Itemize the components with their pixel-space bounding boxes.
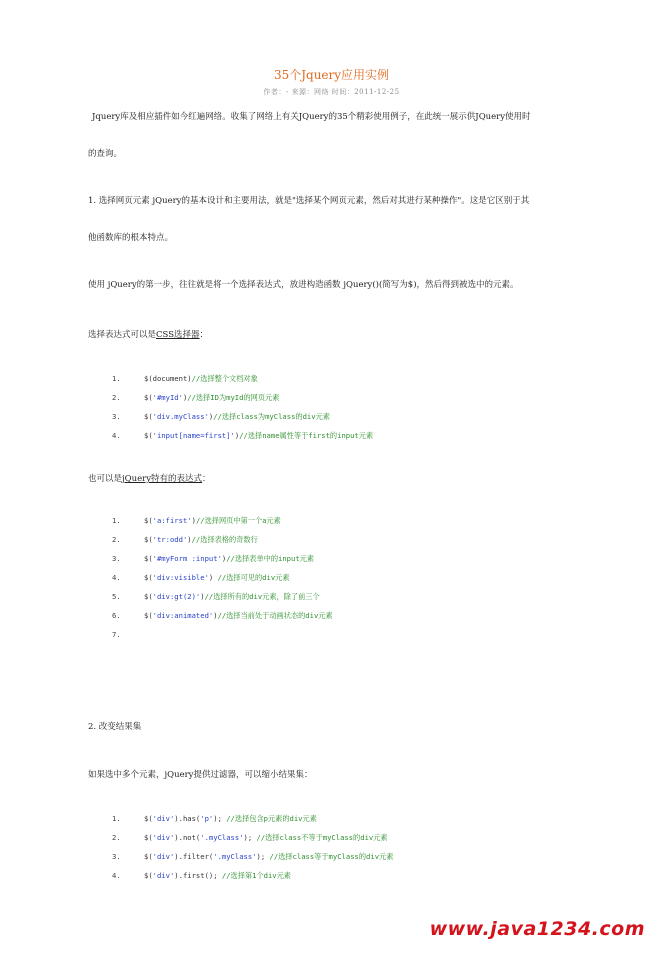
line-number: 4. <box>112 431 121 440</box>
code-comment: //选择所有的div元素，除了前三个 <box>204 592 320 601</box>
jquery-expression-link[interactable]: jQuery特有的表达式 <box>122 474 202 484</box>
code-comment: //选择表格的奇数行 <box>191 535 258 544</box>
line-number: 4. <box>112 573 121 582</box>
code-str-2: '.myClass' <box>200 833 244 842</box>
code-str: 'div' <box>152 871 175 880</box>
code-comment: //选择当前处于动画状态的div元素 <box>217 611 333 620</box>
code-post-2: ); <box>256 852 270 861</box>
code-comment: //选择ID为myId的网页元素 <box>187 393 280 402</box>
code-pre: $( <box>144 393 153 402</box>
css-prefix: 选择表达式可以是 <box>88 330 157 340</box>
code-pre: $( <box>144 871 153 880</box>
code-line <box>112 814 317 824</box>
code-pre: $( <box>144 592 153 601</box>
code-comment: //选择网页中第一个a元素 <box>195 516 281 525</box>
code-comment: //选择第1个div元素 <box>221 871 291 880</box>
intro-line-1: Jquery库及相应插件如今红遍网络。收集了网络上有关JQuery的35个精彩使用例子，在此统一展示供JQuery使用时 <box>92 112 531 122</box>
code-str: 'div:gt(2)' <box>152 592 201 601</box>
code-post: ).not( <box>174 833 201 842</box>
code-comment: //选择包含p元素的div元素 <box>226 814 317 823</box>
jq-prefix: 也可以是 <box>88 474 123 484</box>
line-number: 3. <box>112 412 121 421</box>
code-str: 'div.myClass' <box>152 412 209 421</box>
code-pre: $( <box>144 833 153 842</box>
code-comment: //选择整个文档对象 <box>191 374 258 383</box>
line-number: 1. <box>112 814 121 823</box>
code-post: ) <box>234 431 240 440</box>
code-post: ).first(); <box>174 871 222 880</box>
section1-step: 使用 jQuery的第一步，往往就是将一个选择表达式，放进构造函数 jQuery()(简写为$)，然后得到被选中的元素。 <box>88 280 519 290</box>
code-post: ).filter( <box>174 852 214 861</box>
site-watermark: www.java1234.com <box>429 918 645 940</box>
code-comment: //选择name属性等于first的input元素 <box>239 431 374 440</box>
line-number: 6. <box>112 611 121 620</box>
line-number: 4. <box>112 871 121 880</box>
code-comment: //选择class不等于myClass的div元素 <box>256 833 388 842</box>
code-line <box>112 852 393 862</box>
css-selector-link[interactable]: CSS选择器 <box>156 330 200 340</box>
line-number: 2. <box>112 535 121 544</box>
code-pre: $( <box>144 374 153 383</box>
code-str: 'div:animated' <box>152 611 214 620</box>
code-post-2: ); <box>243 833 257 842</box>
article-meta: 作者：- 来源：网络 时间：2011-12-25 <box>263 88 400 96</box>
code-post: ) <box>191 516 196 525</box>
line-number: 3. <box>112 554 121 563</box>
code-post-2: ); <box>213 814 227 823</box>
code-pre: $( <box>144 412 153 421</box>
code-line <box>112 374 258 384</box>
code-line <box>112 573 290 583</box>
code-pre: $( <box>144 431 153 440</box>
code-str: 'div' <box>152 814 175 823</box>
code-comment: //选择可见的div元素 <box>217 573 290 582</box>
code-comment: //选择表单中的input元素 <box>226 554 315 563</box>
section1-line-2: 他函数库的根本特点。 <box>88 233 174 243</box>
css-suffix: ： <box>199 330 209 340</box>
code-line <box>112 833 388 843</box>
intro-line-2: 的查询。 <box>88 149 123 159</box>
code-post: ) <box>182 393 188 402</box>
code-pre: $( <box>144 516 153 525</box>
code-post: ) <box>200 592 205 601</box>
code-str: '#myForm :input' <box>152 554 222 563</box>
code-str: 'input[name=first]' <box>152 431 235 440</box>
code-str: 'div' <box>152 833 175 842</box>
code-post: ) <box>187 535 192 544</box>
page-title: 35个Jquery应用实例 <box>273 68 390 82</box>
code-line <box>112 630 144 639</box>
code-post: ) <box>213 611 218 620</box>
code-line <box>112 554 314 564</box>
code-line <box>112 592 320 602</box>
code-pre: $( <box>144 814 153 823</box>
css-selector-intro <box>88 330 588 341</box>
line-number: 2. <box>112 393 121 402</box>
line-number: 5. <box>112 592 121 601</box>
code-str: 'div:visible' <box>152 573 209 582</box>
code-pre: $( <box>144 573 153 582</box>
code-pre: $( <box>144 852 153 861</box>
code-line <box>112 393 279 403</box>
code-line <box>112 611 333 621</box>
line-number: 7. <box>112 630 121 639</box>
section2-heading: 2. 改变结果集 <box>88 722 142 732</box>
line-number: 1. <box>112 374 121 383</box>
code-str-2: 'p' <box>200 814 214 823</box>
code-line <box>112 871 291 881</box>
code-post: ) <box>208 412 214 421</box>
code-line <box>112 412 330 422</box>
code-line <box>112 516 281 526</box>
code-str: '#myId' <box>152 393 183 402</box>
code-post: ).has( <box>174 814 201 823</box>
code-str: document <box>152 374 188 383</box>
code-str-2: '.myClass' <box>213 852 257 861</box>
code-line <box>112 431 373 441</box>
code-post: ) <box>208 573 218 582</box>
code-post: ) <box>221 554 227 563</box>
code-str: 'a:first' <box>152 516 192 525</box>
code-pre: $( <box>144 554 153 563</box>
jq-suffix: ： <box>202 474 211 484</box>
code-pre: $( <box>144 611 153 620</box>
code-line <box>112 535 258 545</box>
code-str: 'div' <box>152 852 175 861</box>
code-str: 'tr:odd' <box>152 535 188 544</box>
line-number: 1. <box>112 516 121 525</box>
line-number: 2. <box>112 833 121 842</box>
line-number: 3. <box>112 852 121 861</box>
code-post: ) <box>187 374 192 383</box>
section2-desc: 如果选中多个元素，jQuery提供过滤器，可以缩小结果集： <box>88 770 313 780</box>
jquery-expression-intro <box>88 474 588 485</box>
code-pre: $( <box>144 535 153 544</box>
code-comment: //选择class等于myClass的div元素 <box>269 852 394 861</box>
code-comment: //选择class为myClass的div元素 <box>213 412 330 421</box>
section1-line-1: 1. 选择网页元素 jQuery的基本设计和主要用法，就是"选择某个网页元素，然后对其进行某种操作"。这是它区别于其 <box>88 196 530 206</box>
